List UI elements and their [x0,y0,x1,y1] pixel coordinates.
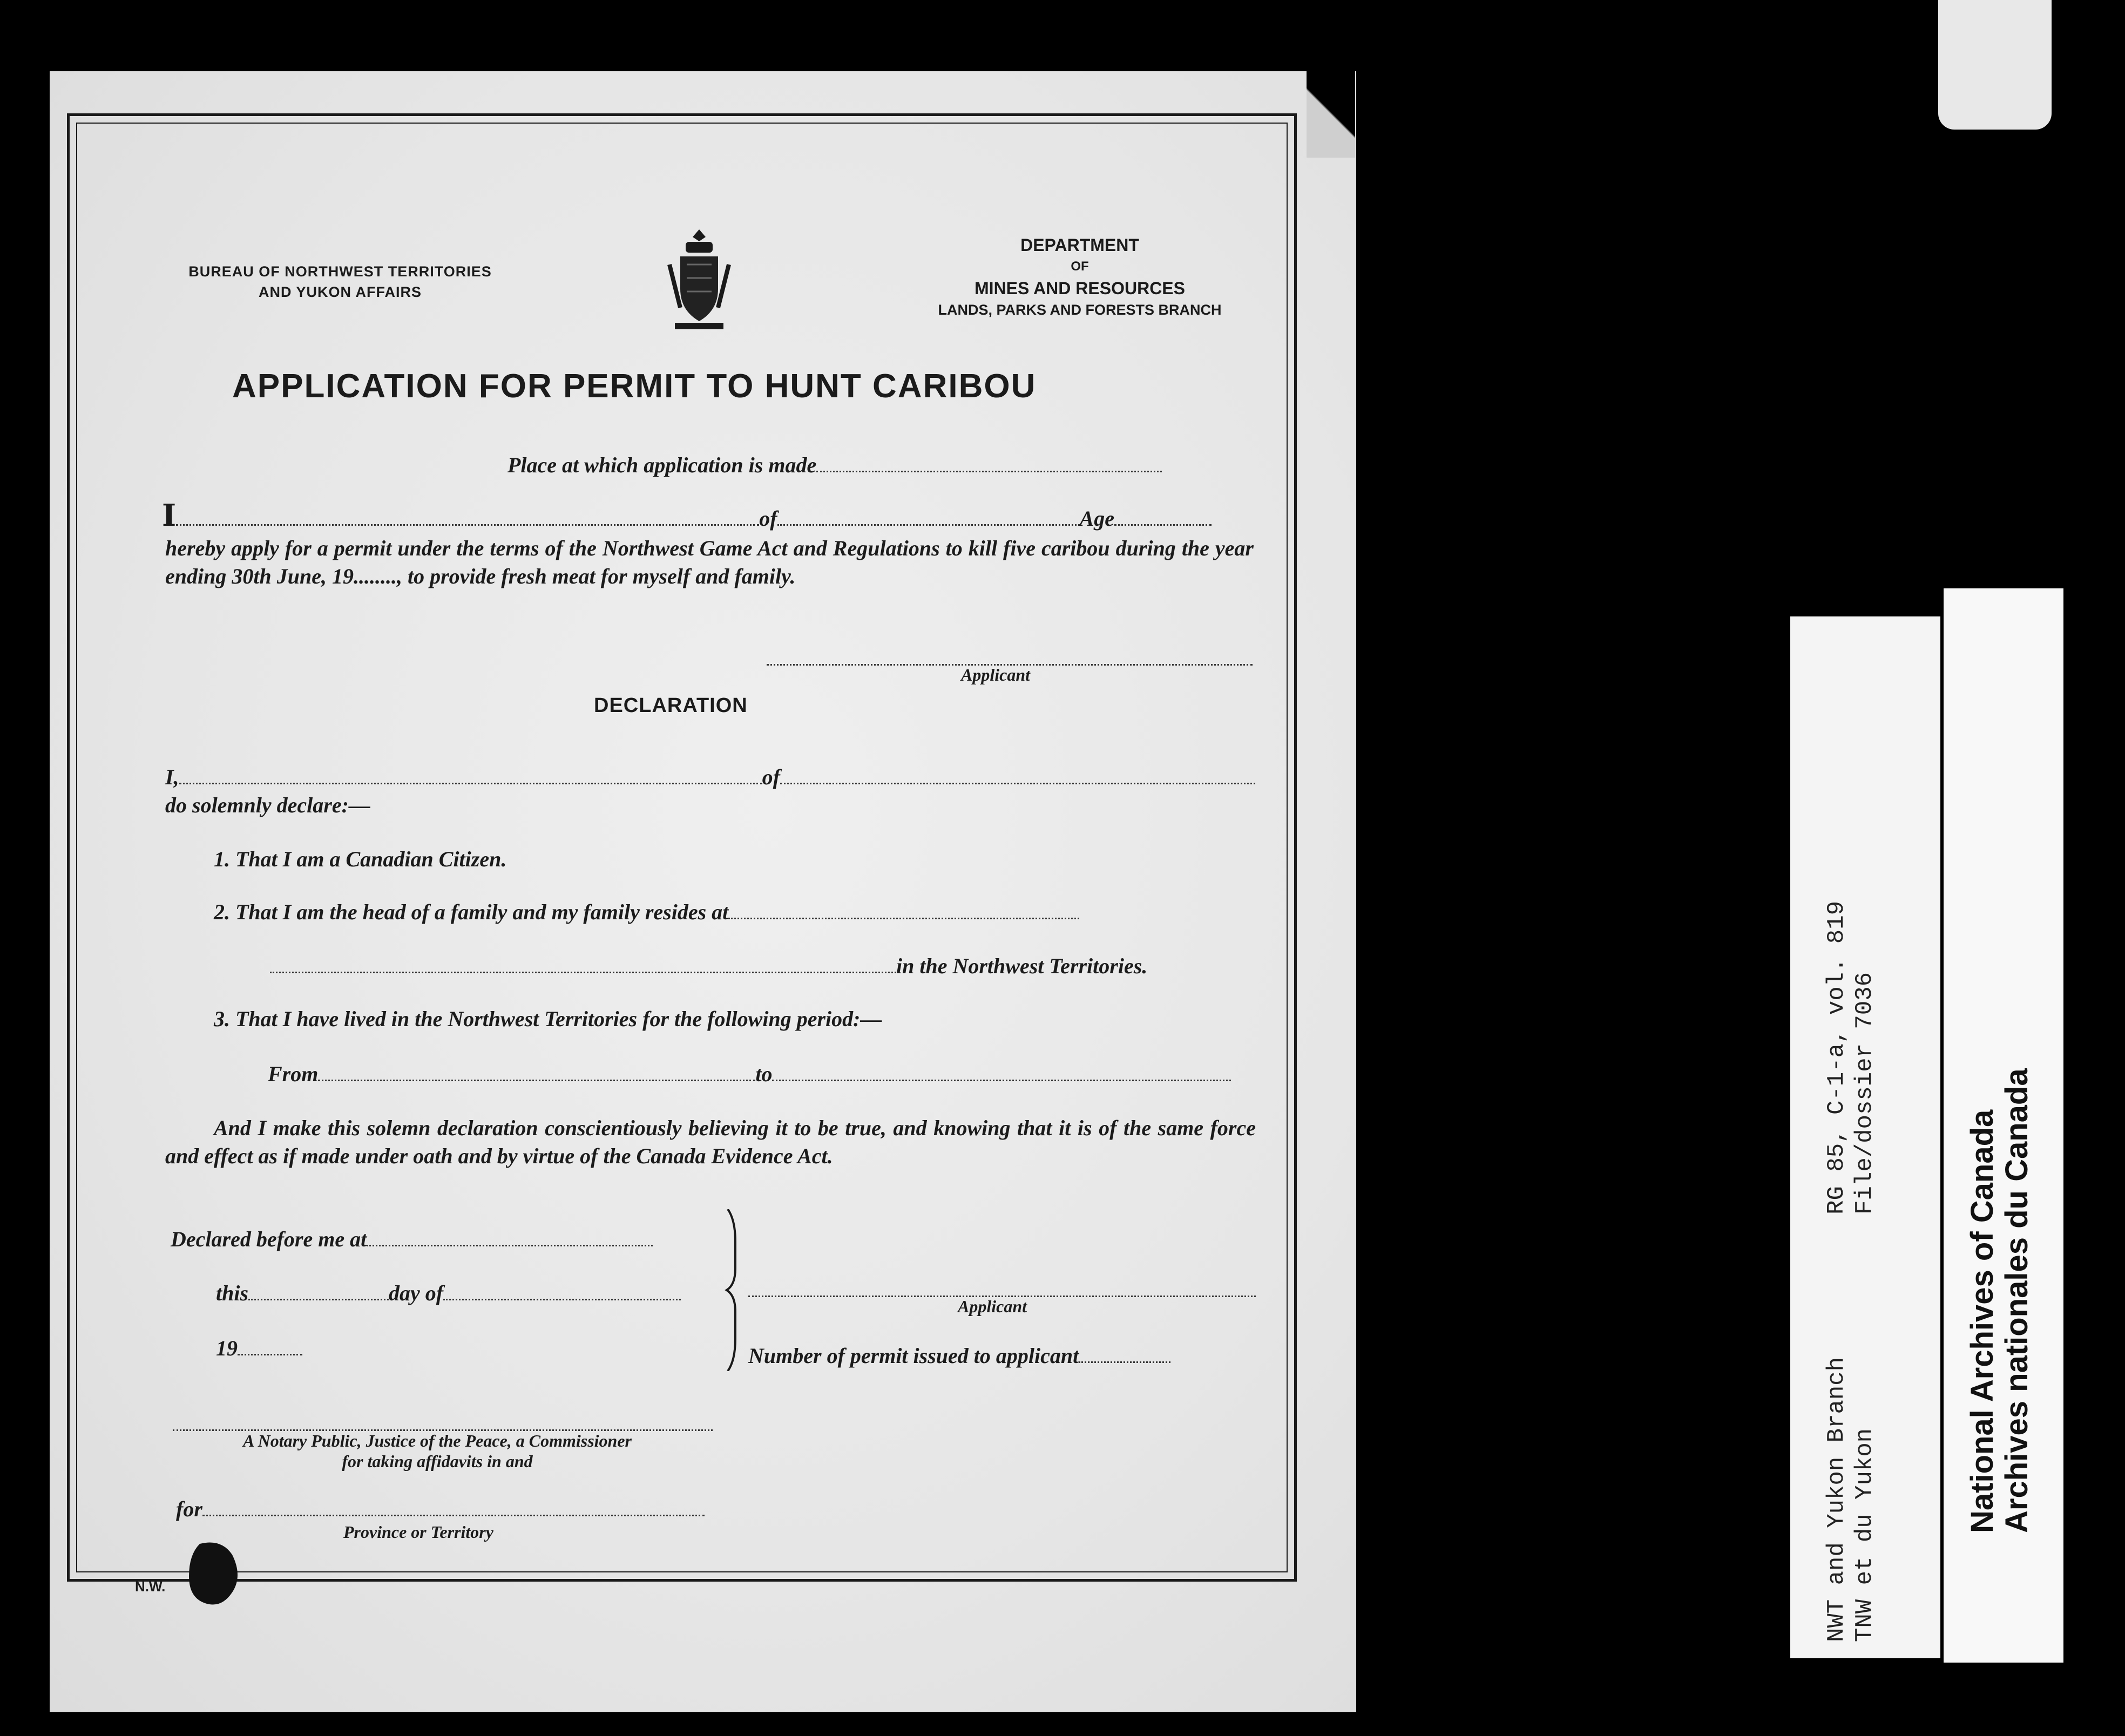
date-line[interactable]: this day of [216,1280,681,1306]
form-code: N.W. [135,1578,166,1595]
declarant-line[interactable]: I, of [165,764,1255,790]
apply-statement: hereby apply for a permit under the terms of the Northwest Game Act and Regulations to kill five caribou during the year ending 30th June, 19........, to provide fresh meat for myself and family. [165,536,1254,588]
archive-reference-label: NWT and Yukon Branch RG 85, C-1-a, vol. 819 TNW et du Yukon File/dossier 7036 [1790,616,1940,1658]
notary-caption: A Notary Public, Justice of the Peace, a Commissioner for taking affidavits in and [243,1431,632,1471]
solemn-statement: And I make this solemn declaration conscientiously believing it to be true, and knowing that it is of the same force and effect as if made under oath and by virtue of the Canada Evidence Act. [165,1116,1256,1168]
bureau-header: BUREAU OF NORTHWEST TERRITORIES AND YUKON AFFAIRS [188,263,492,300]
film-frame-tag [1938,0,2052,130]
place-field[interactable]: Place at which application is made [507,452,1162,478]
declared-at-line[interactable]: Declared before me at [171,1226,653,1252]
province-caption: Province or Territory [343,1522,493,1542]
item-citizen: 1. That I am a Canadian Citizen. [214,847,507,871]
province-line[interactable]: for [176,1496,705,1522]
residence-line[interactable]: in the Northwest Territories. [270,953,1147,979]
permit-number-line[interactable]: Number of permit issued to applicant [748,1343,1170,1368]
brace-divider [718,1209,745,1371]
period-line[interactable]: From to [268,1061,1231,1087]
form-title: APPLICATION FOR PERMIT TO HUNT CARIBOU [232,368,1037,405]
item-period: 3. That I have lived in the Northwest Territories for the following period:— [214,1007,882,1031]
folded-corner [1307,71,1355,158]
ink-blot [184,1538,243,1609]
declaration-heading: DECLARATION [594,694,748,717]
applicant-caption: Applicant [961,665,1031,684]
item-residence[interactable]: 2. That I am the head of a family and my family resides at [214,899,1079,925]
department-header: DEPARTMENT OF MINES AND RESOURCES LANDS, PARKS AND FORESTS BRANCH [938,235,1222,318]
coat-of-arms-icon [664,227,734,335]
second-applicant-caption: Applicant [958,1297,1027,1316]
applicant-name-line[interactable]: I of Age [162,498,1212,533]
year-line[interactable]: 19 [216,1335,302,1361]
solemnly-declare: do solemnly declare:— [165,793,370,817]
archive-stamp: National Archives of Canada Archives nationales du Canada [1944,588,2063,1663]
